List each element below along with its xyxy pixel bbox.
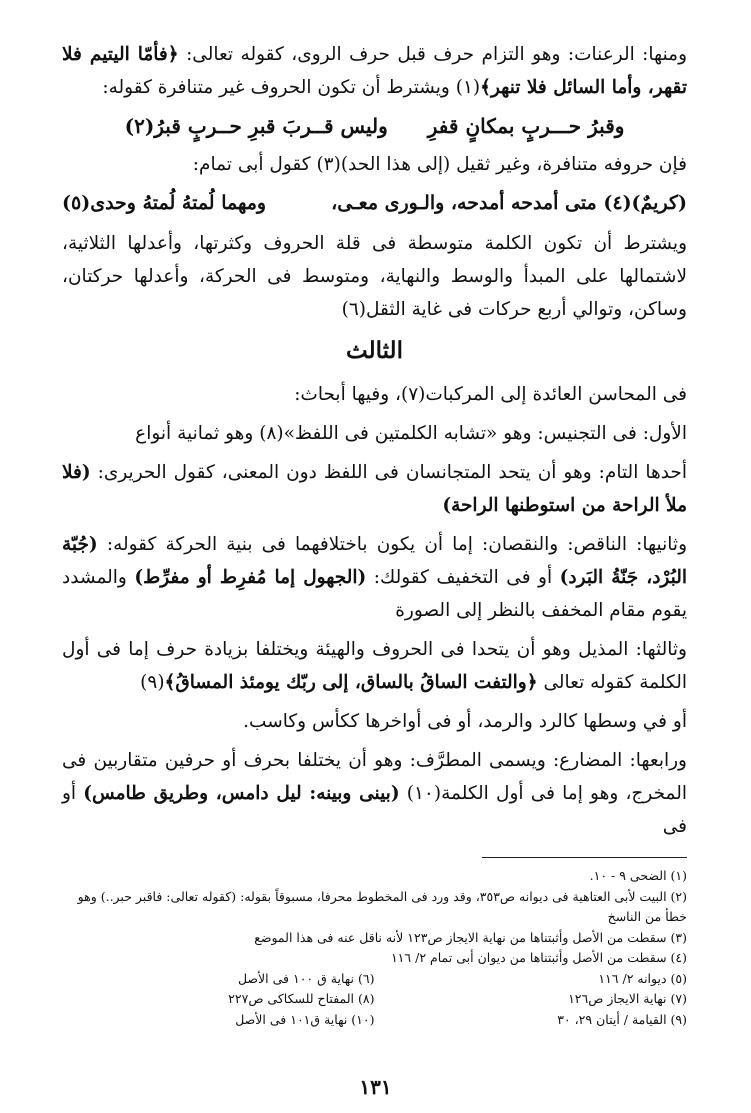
paragraph-word-conditions: ويشترط أن تكون الكلمة متوسطة فى قلة الحروف وكثرتها، وأعدلها الثلاثية، لاشتمالها على المبدأ والوسط والنهاية، ومتوسط فى الحركة، وأعدلها حركتان، وساكن، وتوالي أربع حركات فى غاية الثقل(٦) bbox=[62, 233, 687, 320]
footnote: (٣) سقطت من الأصل وأثبتناها من نهاية الايجاز ص١٢٣ لأنه ناقل عنه فى هذا الموضع bbox=[254, 929, 687, 945]
text: (١) ويشترط أن تكون الحروف غير متنافرة كقوله: bbox=[102, 77, 481, 98]
footnote: (٩) القيامة / أيتان ٢٩، ٣٠ bbox=[557, 1011, 687, 1027]
footnote-row bbox=[62, 989, 687, 1010]
page-number: ١٣١ bbox=[359, 1075, 392, 1099]
text: أو فى التخفيف كقولك: bbox=[366, 567, 560, 588]
text: وثالثها: المذيل وهو أن يتحدا فى الحروف والهيئة ويختلفا بزيادة حرف إما فى أول الكلمة كقوله تعالى bbox=[62, 639, 687, 693]
footnote: (١٠) نهاية ق١٠١ فى الأصل bbox=[235, 1011, 375, 1027]
text: أحدها التام: وهو أن يتحد المتجانسان فى اللفظ دون المعنى، كقول الحريرى: bbox=[90, 462, 687, 483]
quote: (الجهول إما مُفرِط أو مفرِّط) bbox=[134, 567, 367, 588]
footnote-row bbox=[62, 969, 687, 990]
text: والمشدد يقوم مقام المخفف بالنظر إلى الصورة bbox=[62, 567, 687, 621]
footnote: (٦) نهاية ق ١٠٠ فى الأصل bbox=[237, 970, 375, 986]
footnote: (٤) سقطت من الأصل وأثبتناها من ديوان أبى تمام ٢/ ١١٦ bbox=[390, 950, 687, 965]
paragraph-mudhayyal bbox=[62, 633, 687, 699]
verse-first-hemistich: (كريمٌ)(٤) متى أمدحه أمدحه، والـورى معـى، bbox=[331, 192, 687, 214]
text: ومنها: الرعنات: وهو التزام حرف قبل حرف الروى، كقوله تعالى: bbox=[178, 44, 688, 65]
quran-quote: ﴿والتفت الساقُ بالساق، إلى ربّك يومئذ المساقُ﴾ bbox=[164, 672, 538, 693]
text: أو فى bbox=[62, 783, 687, 837]
footnote: (٢) البيت لأبى العتاهية فى ديوانه ص٣٥٣، وقد ورد فى المخطوط محرفا، مسبوقاً بقوله: (كقوله تعالى: فاقبر حبر..) وهو خطأ من الناسخ bbox=[77, 888, 687, 924]
paragraph-raanat bbox=[62, 38, 687, 104]
text: ورابعها: المضارع: ويسمى المطرَّف: وهو أن يختلفا بحرف أو حرفين متقاربين فى المخرج، وهو إما فى أول الكلمة(١٠) bbox=[62, 750, 687, 804]
poetry-verse bbox=[62, 108, 687, 144]
paragraph-naqis bbox=[62, 528, 687, 627]
footnote: (١) الضحى ٩ - ١٠. bbox=[589, 868, 687, 883]
quote: (بينى وبينه: ليل دامس، وطريق طامس) bbox=[83, 783, 400, 804]
footnote-row bbox=[62, 1010, 687, 1031]
footnote: (٥) ديوانه ٢/ ١١٦ bbox=[598, 970, 687, 986]
verse-first-hemistich: وقبرُ حـــربٍ بمكانٍ قفرِ bbox=[427, 114, 625, 138]
quran-quote: ﴿فأمّا اليتيم فلا تقهر، وأما السائل فلا تنهر﴾ bbox=[62, 44, 687, 98]
footnote-divider bbox=[482, 857, 687, 858]
paragraph-mudari bbox=[62, 744, 687, 843]
paragraph-middle: أو في وسطها كالرد والرمد، أو فى أواخرها ككأس وكاسب. bbox=[243, 711, 687, 732]
verse-second-hemistich: وليس قــربَ قبرِ حــربٍ قبرُ(٢) bbox=[124, 114, 388, 138]
footnote-ref: (٩) bbox=[140, 672, 165, 693]
section-heading: الثالث bbox=[346, 337, 403, 364]
quote: (جُبّة البُرْد، جَنّةُ البَرد) bbox=[62, 534, 687, 588]
text: وثانيها: الناقص: والنقصان: إما أن يكون باختلافهما فى بنية الحركة كقوله: bbox=[97, 534, 687, 555]
paragraph-abu-tammam: فإن حروفه متنافرة، وغير ثقيل (إلى هذا الحد)(٣) كقول أبى تمام: bbox=[192, 154, 687, 175]
poetry-verse bbox=[62, 185, 687, 221]
quote: (فلا ملأ الراحة من استوطنها الراحة) bbox=[62, 462, 687, 516]
verse-second-hemistich: ومهما لُمتهُ لُمتهُ وحدى(٥) bbox=[62, 192, 267, 214]
footnotes bbox=[62, 866, 687, 1030]
paragraph-tajnis: الأول: فى التجنيس: وهو «تشابه الكلمتين فى اللفظ»(٨) وهو ثمانية أنواع bbox=[135, 423, 687, 444]
footnote: (٨) المفتاح للسكاكى ص٢٢٧ bbox=[228, 991, 375, 1006]
paragraph-tam bbox=[62, 456, 687, 522]
footnote: (٧) نهاية الايجاز ص١٢٦ bbox=[568, 991, 687, 1006]
paragraph-intro: فى المحاسن العائدة إلى المركبات(٧)، وفيها أبحاث: bbox=[294, 384, 687, 405]
